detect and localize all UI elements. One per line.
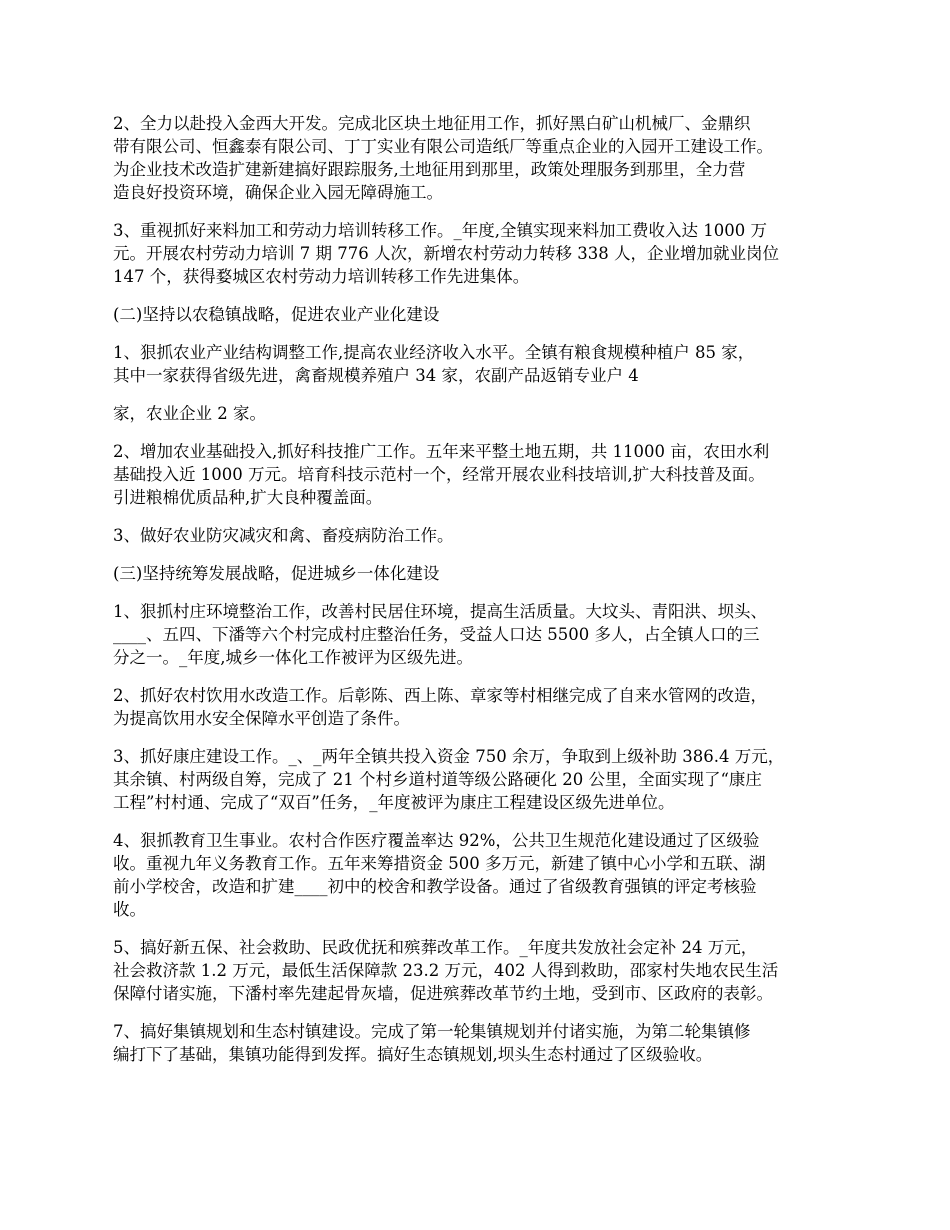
text-line: 2、全力以赴投入金西大开发。完成北区块土地征用工作，抓好黑白矿山机械厂、金鼎织 (113, 114, 751, 133)
text-line: ____、五四、下潘等六个村完成村庄整治任务，受益人口达 5500 多人，占全镇人口的三 (113, 625, 760, 644)
paragraph (113, 303, 853, 326)
text-line: 元。开展农村劳动力培训 7 期 776 人次，新增农村劳动力转移 338 人，企业增加就业岗位 (113, 244, 779, 263)
text-line: 3、抓好康庄建设工作。_、_两年全镇共投入资金 750 余万，争取到上级补助 386.4 万元， (113, 747, 785, 766)
paragraph (113, 1020, 853, 1066)
text-line: (二)坚持以农稳镇战略，促进农业产业化建设 (113, 305, 440, 324)
paragraph (113, 600, 853, 669)
text-line: 工程”村村通、完成了“双百”任务，_年度被评为康庄工程建设区级先进单位。 (113, 793, 675, 812)
paragraph (113, 684, 853, 730)
text-line: 引进粮棉优质品种,扩大良种覆盖面。 (113, 488, 383, 507)
paragraph (113, 219, 853, 288)
text-line: 5、搞好新五保、社会救助、民政优抚和殡葬改革工作。_年度共发放社会定补 24 万元， (113, 938, 758, 957)
text-line: 2、增加农业基础投入,抓好科技推广工作。五年来平整土地五期，共 11000 亩，农田水利 (113, 442, 770, 461)
text-line: 带有限公司、恒鑫泰有限公司、丁丁实业有限公司造纸厂等重点企业的入园开工建设工作。 (113, 137, 773, 156)
text-line: 其中一家获得省级先进，禽畜规模养殖户 34 家，农副产品返销专业户 4 (113, 366, 639, 385)
text-line: 家，农业企业 2 家。 (113, 404, 266, 423)
text-line: 1、狠抓村庄环境整治工作，改善村民居住环境，提高生活质量。大坟头、青阳洪、坝头、 (113, 602, 767, 621)
text-line: 社会救济款 1.2 万元，最低生活保障款 23.2 万元，402 人得到救助，邵家村失地农民生活 (113, 961, 779, 980)
paragraph (113, 745, 853, 814)
text-line: 为提高饮用水安全保障水平创造了条件。 (113, 709, 410, 728)
document-body (113, 112, 853, 1081)
text-line: 其余镇、村两级自筹，完成了 21 个村乡道村道等级公路硬化 20 公里，全面实现了“康庄 (113, 770, 762, 789)
paragraph (113, 341, 853, 387)
text-line: 3、做好农业防灾减灾和禽、畜疫病防治工作。 (113, 526, 454, 545)
paragraph (113, 402, 853, 425)
paragraph (113, 829, 853, 921)
paragraph (113, 112, 853, 204)
text-line: 1、狠抓农业产业结构调整工作,提高农业经济收入水平。全镇有粮食规模种植户 85 家， (113, 343, 755, 362)
text-line: 为企业技术改造扩建新建搞好跟踪服务,土地征用到那里，政策处理服务到那里，全力营 (113, 160, 746, 179)
text-line: (三)坚持统筹发展战略，促进城乡一体化建设 (113, 564, 440, 583)
paragraph (113, 562, 853, 585)
text-line: 7、搞好集镇规划和生态村镇建设。完成了第一轮集镇规划并付诸实施，为第二轮集镇修 (113, 1022, 751, 1041)
text-line: 分之一。_年度,城乡一体化工作被评为区级先进。 (113, 648, 473, 667)
text-line: 4、狠抓教育卫生事业。农村合作医疗覆盖率达 92%，公共卫生规范化建设通过了区级验 (113, 831, 760, 850)
text-line: 2、抓好农村饮用水改造工作。后彰陈、西上陈、章家等村相继完成了自来水管网的改造， (113, 686, 767, 705)
paragraph (113, 524, 853, 547)
text-line: 保障付诸实施，下潘村率先建起骨灰墙，促进殡葬改革节约土地，受到市、区政府的表彰。 (113, 984, 773, 1003)
text-line: 收。 (113, 900, 146, 919)
text-line: 3、重视抓好来料加工和劳动力培训转移工作。_年度,全镇实现来料加工费收入达 1000 万 (113, 221, 767, 240)
text-line: 编打下了基础，集镇功能得到发挥。搞好生态镇规划,坝头生态村通过了区级验收。 (113, 1045, 713, 1064)
text-line: 前小学校舍，改造和扩建____初中的校舍和教学设备。通过了省级教育强镇的评定考核验 (113, 877, 757, 896)
text-line: 147 个，获得婺城区农村劳动力培训转移工作先进集体。 (113, 267, 530, 286)
text-line: 基础投入近 1000 万元。培育科技示范村一个，经常开展农业科技培训,扩大科技普及面。 (113, 465, 765, 484)
text-line: 造良好投资环境，确保企业入园无障碍施工。 (113, 183, 443, 202)
paragraph (113, 936, 853, 1005)
paragraph (113, 440, 853, 509)
text-line: 收。重视九年义务教育工作。五年来筹措资金 500 多万元，新建了镇中心小学和五联、湖 (113, 854, 766, 873)
